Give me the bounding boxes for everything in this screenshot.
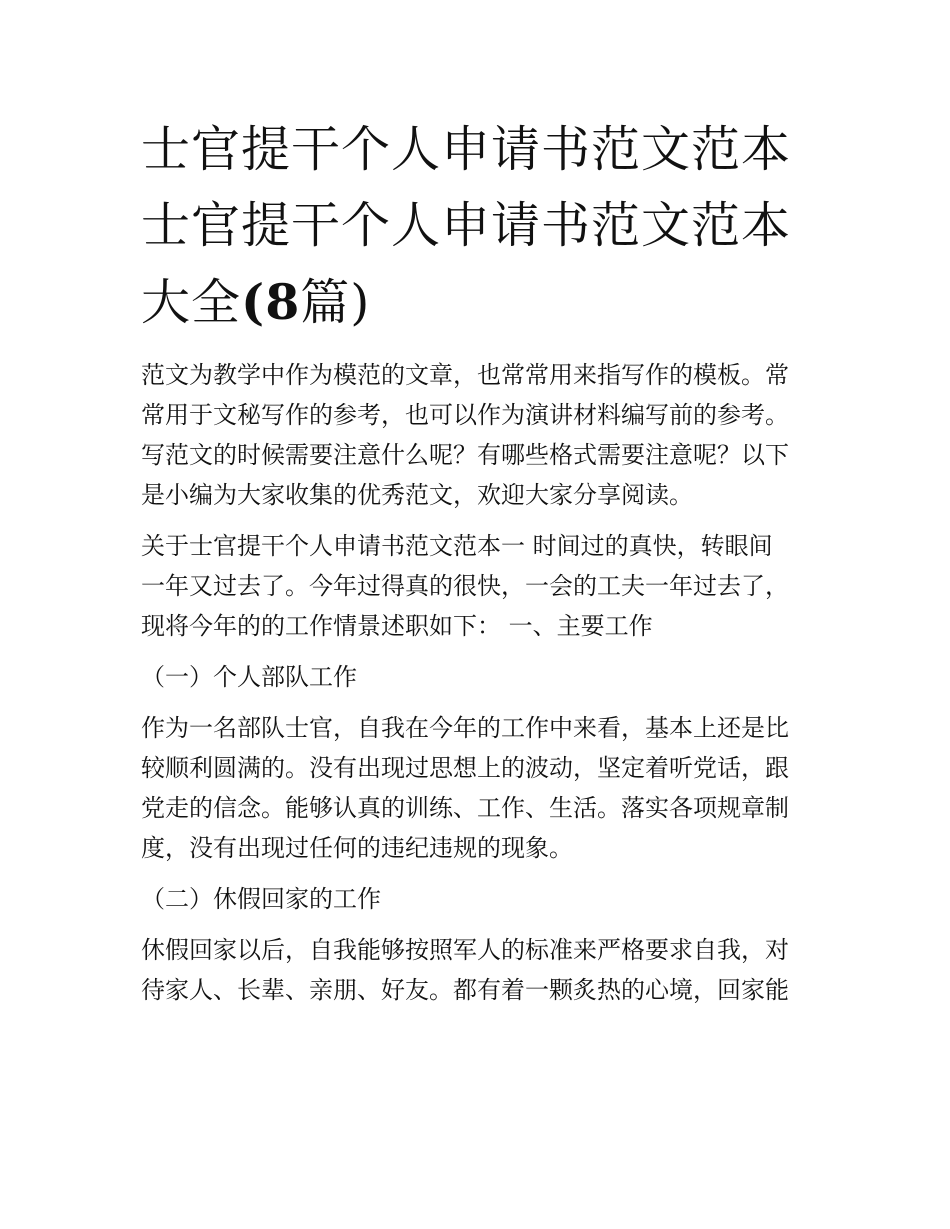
paragraph-section-2 (141, 930, 821, 1010)
paragraph-line: 党走的信念。能够认真的训练、工作、生活。落实各项规章制 (141, 794, 789, 822)
paragraph-line: 度，没有出现过任何的违纪违规的现象。 (141, 834, 573, 862)
section-heading-1 (141, 657, 821, 697)
document-page (141, 112, 821, 1021)
title-count-bold: (8 (241, 273, 301, 331)
paragraph-line: 关于士官提干个人申请书范文范本一 时间过的真快，转眼间 (141, 532, 773, 560)
document-title (141, 112, 821, 341)
title-line-3-prefix: 大全 (141, 274, 242, 331)
section-heading-2 (141, 879, 821, 919)
paragraph-line: 一年又过去了。今年过得真的很快，一会的工夫一年过去了， (141, 572, 789, 600)
heading-line: （一）个人部队工作 (141, 663, 357, 691)
paragraph-line: 现将今年的的工作情景述职如下： 一、主要工作 (141, 612, 653, 640)
paragraph-line: 范文为教学中作为模范的文章，也常常用来指写作的模板。常 (141, 361, 789, 389)
paragraph-line: 作为一名部队士官，自我在今年的工作中来看，基本上还是比 (141, 714, 789, 742)
paragraph-line: 写范文的时候需要注意什么呢？有哪些格式需要注意呢？以下 (141, 441, 789, 469)
title-line-3-suffix: 篇) (300, 274, 371, 331)
paragraph-line: 较顺利圆满的。没有出现过思想上的波动，坚定着听党话，跟 (141, 754, 789, 782)
paragraph-line: 休假回家以后，自我能够按照军人的标准来严格要求自我，对 (141, 936, 789, 964)
title-line-3 (141, 264, 821, 341)
paragraph-essay-1 (141, 526, 821, 646)
heading-line: （二）休假回家的工作 (141, 885, 381, 913)
document-body (141, 355, 821, 1010)
paragraph-line: 常用于文秘写作的参考，也可以作为演讲材料编写前的参考。 (141, 401, 789, 429)
title-line-2: 士官提干个人申请书范文范本 (141, 197, 792, 254)
paragraph-section-1 (141, 708, 821, 868)
paragraph-line: 是小编为大家收集的优秀范文，欢迎大家分享阅读。 (141, 481, 693, 509)
paragraph-line: 待家人、长辈、亲朋、好友。都有着一颗炙热的心境，回家能 (141, 976, 789, 1004)
title-line-1: 士官提干个人申请书范文范本 (141, 121, 792, 178)
paragraph-intro (141, 355, 821, 515)
